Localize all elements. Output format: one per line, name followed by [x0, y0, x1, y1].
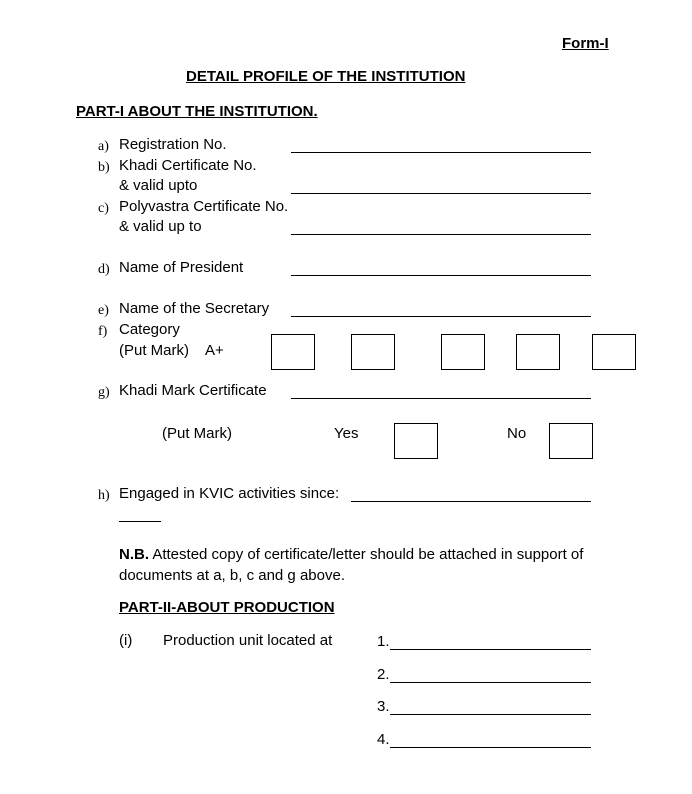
page-title: DETAIL PROFILE OF THE INSTITUTION — [186, 68, 466, 85]
kvic-engaged-field-continuation[interactable] — [119, 521, 161, 522]
khadi-mark-field[interactable] — [291, 398, 591, 399]
note-text-1: Attested copy of certificate/letter should be attached in support of — [152, 546, 584, 563]
secretary-label: Name of the Secretary — [119, 300, 270, 317]
note-nb-label: N.B. — [119, 546, 149, 563]
category-label: Category — [119, 321, 180, 338]
no-checkbox[interactable] — [549, 423, 593, 459]
registration-label: Registration No. — [119, 136, 227, 153]
field-marker-e: e) — [98, 303, 109, 318]
production-unit-label: Production unit located at — [163, 632, 333, 649]
president-label: Name of President — [119, 259, 244, 276]
production-entry-3-number: 3. — [377, 698, 390, 715]
production-entry-2-number: 2. — [377, 666, 390, 683]
khadi-valid-upto-label: & valid upto — [119, 177, 198, 194]
kvic-engaged-label: Engaged in KVIC activities since: — [119, 485, 340, 502]
production-entry-1-field[interactable] — [390, 649, 591, 650]
polyvastra-certificate-label: Polyvastra Certificate No. — [119, 198, 289, 215]
field-marker-b: b) — [98, 160, 110, 175]
field-marker-a: a) — [98, 139, 109, 154]
production-entry-1-number: 1. — [377, 633, 390, 650]
note-line-1 — [119, 546, 583, 563]
khadi-mark-label: Khadi Mark Certificate — [119, 382, 267, 399]
category-checkbox-2[interactable] — [351, 334, 395, 370]
no-label: No — [507, 425, 527, 442]
president-field[interactable] — [291, 275, 591, 276]
part1-heading: PART-I ABOUT THE INSTITUTION. — [76, 103, 318, 120]
part2-heading: PART-II-ABOUT PRODUCTION — [119, 599, 335, 616]
polyvastra-certificate-field[interactable] — [291, 234, 591, 235]
production-entry-3-field[interactable] — [390, 714, 591, 715]
production-item-marker: (i) — [119, 632, 133, 649]
category-checkbox-5[interactable] — [592, 334, 636, 370]
kvic-engaged-field[interactable] — [351, 501, 591, 502]
category-checkbox-1[interactable] — [271, 334, 315, 370]
field-marker-g: g) — [98, 385, 110, 400]
field-marker-f: f) — [98, 324, 108, 339]
note-text-2: documents at a, b, c and g above. — [119, 567, 345, 584]
khadi-certificate-label: Khadi Certificate No. — [119, 157, 257, 174]
field-marker-d: d) — [98, 262, 110, 277]
field-marker-h: h) — [98, 488, 110, 503]
khadi-mark-put-mark-label: (Put Mark) — [162, 425, 233, 442]
category-option-label: A+ — [205, 342, 224, 359]
secretary-field[interactable] — [291, 316, 591, 317]
form-label: Form-I — [562, 35, 609, 52]
registration-field[interactable] — [291, 152, 591, 153]
production-entry-4-number: 4. — [377, 731, 390, 748]
category-checkbox-4[interactable] — [516, 334, 560, 370]
khadi-certificate-field[interactable] — [291, 193, 591, 194]
production-entry-4-field[interactable] — [390, 747, 591, 748]
category-checkbox-3[interactable] — [441, 334, 485, 370]
polyvastra-valid-upto-label: & valid up to — [119, 218, 202, 235]
field-marker-c: c) — [98, 201, 109, 216]
yes-label: Yes — [334, 425, 359, 442]
yes-checkbox[interactable] — [394, 423, 438, 459]
production-entry-2-field[interactable] — [390, 682, 591, 683]
category-put-mark-label: (Put Mark) — [119, 342, 190, 359]
